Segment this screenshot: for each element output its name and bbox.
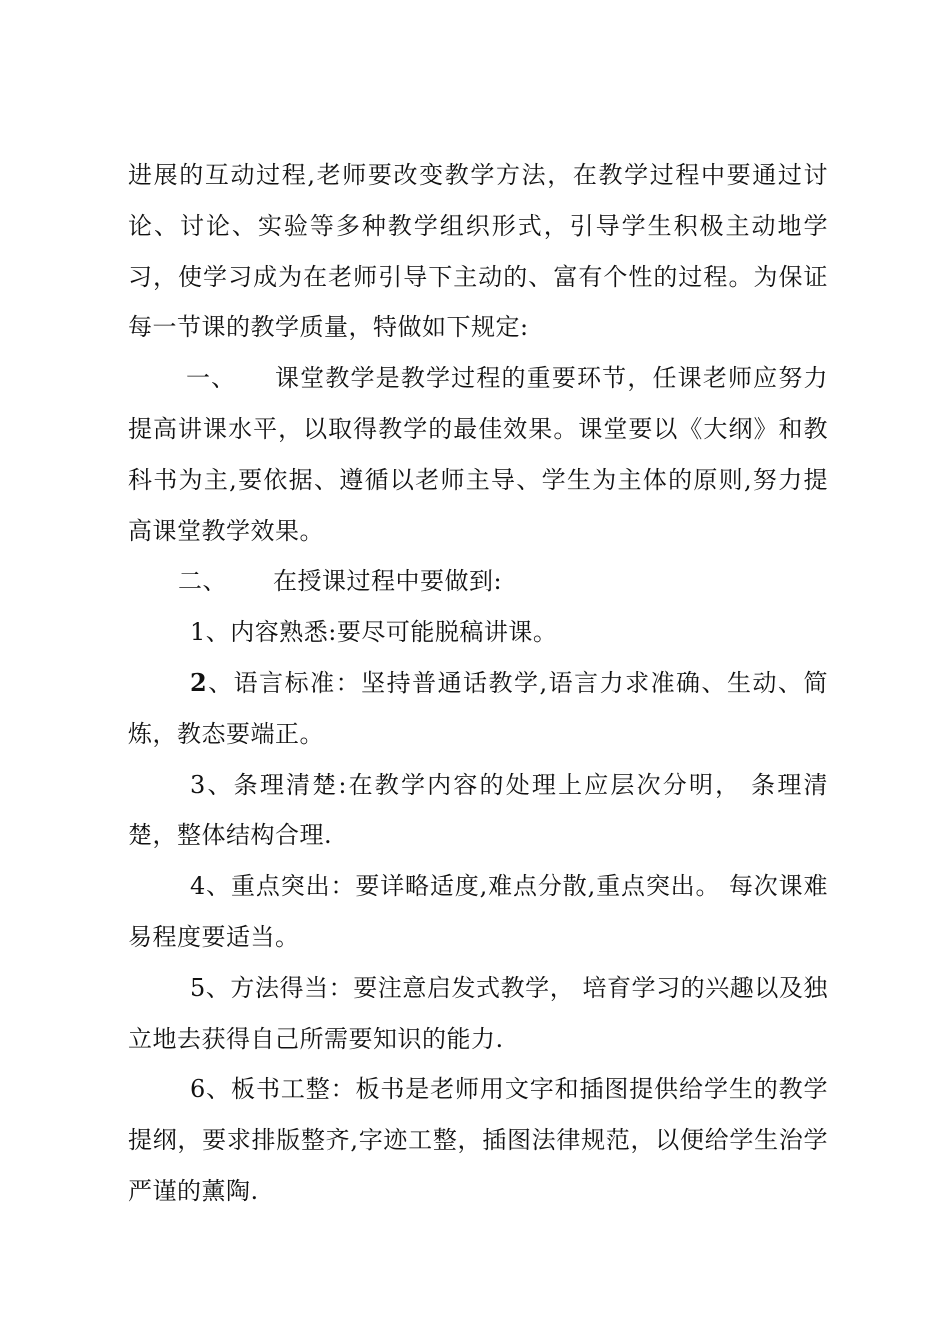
list-item <box>128 607 828 658</box>
list-item-text: 、方法得当：要注意启发式教学， 培育学习的兴趣以及独立地去获得自己所需要知识的能力. <box>128 973 828 1053</box>
section-2-paragraph <box>128 556 828 607</box>
section-1-marker: 一、 <box>186 364 237 393</box>
list-item-text: 、重点突出：要详略适度,难点分散,重点突出。 每次课难易程度要适当。 <box>128 872 828 951</box>
list-item-text: 、语言标准：坚持普通话教学,语言力求准确、生动、简炼，教态要端正。 <box>128 668 828 748</box>
list-item-number: 2 <box>190 667 208 697</box>
list-item <box>128 760 828 862</box>
list-item-text: 、内容熟悉:要尽可能脱稿讲课。 <box>205 618 558 647</box>
list-item <box>128 861 828 963</box>
list-item <box>128 1064 828 1216</box>
list-item-number: 5 <box>190 973 206 1002</box>
list-item-number: 1 <box>190 618 206 647</box>
intro-paragraph: 进展的互动过程,老师要改变教学方法，在教学过程中要通过讨论、讨论、实验等多种教学组织形式，引导学生积极主动地学习，使学习成为在老师引导下主动的、富有个性的过程。为保证每一节课的教学质量，特做如下规定: <box>128 161 828 342</box>
list-item-text: 、板书工整：板书是老师用文字和插图提供给学生的教学提纲，要求排版整齐,字迹工整，插图法律规范，以便给学生治学严谨的薰陶. <box>128 1075 828 1205</box>
section-1-text: 课堂教学是教学过程的重要环节，任课老师应努力提高讲课水平，以取得教学的最佳效果。课堂要以《大纲》和教科书为主,要依据、遵循以老师主导、学生为主体的原则,努力提高课堂教学效果。 <box>128 364 829 545</box>
section-2-text: 在授课过程中要做到: <box>273 567 503 596</box>
list-item-number: 4 <box>190 872 206 901</box>
list-item <box>128 658 828 760</box>
document-body <box>128 150 828 1217</box>
list-item <box>128 963 828 1065</box>
list-item-number: 3 <box>190 770 206 799</box>
section-1-paragraph <box>128 353 828 556</box>
list-item-text: 、条理清楚:在教学内容的处理上应层次分明， 条理清楚，整体结构合理. <box>128 770 828 850</box>
section-2-marker: 二、 <box>178 567 227 596</box>
list-item-number: 6 <box>190 1075 206 1104</box>
